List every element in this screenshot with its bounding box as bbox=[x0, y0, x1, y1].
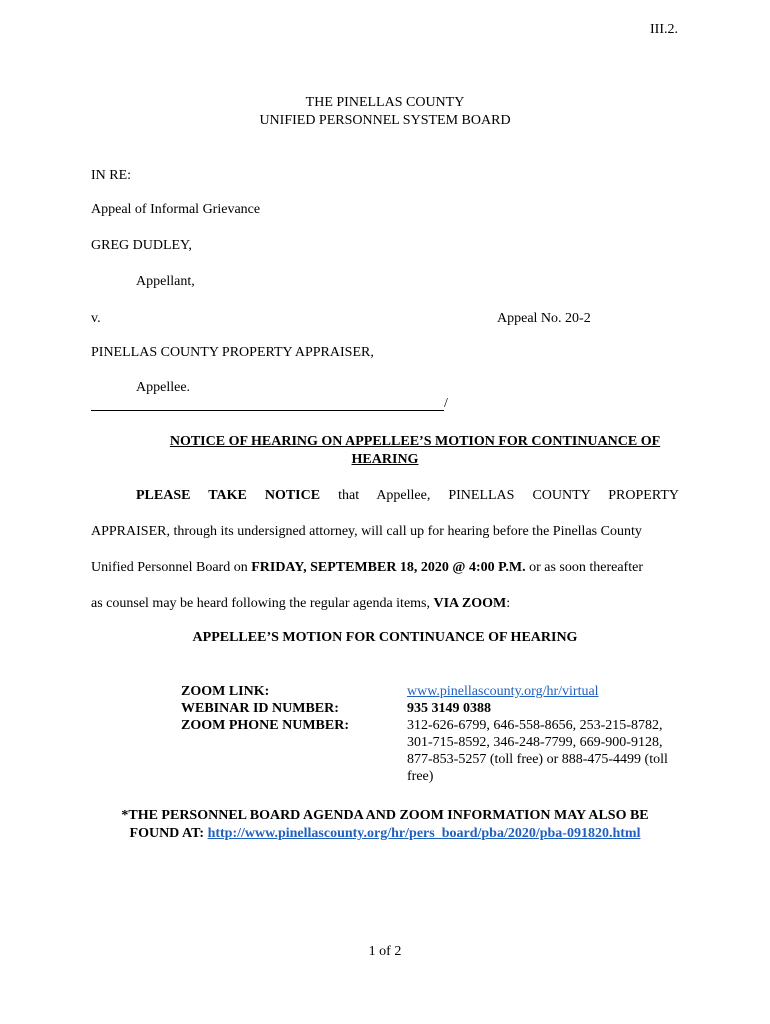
found-at-label: FOUND AT: bbox=[129, 826, 208, 841]
header-line-1: THE PINELLAS COUNTY bbox=[305, 95, 465, 110]
body-line-1 bbox=[136, 488, 679, 504]
appellee-role: Appellee. bbox=[136, 380, 191, 395]
zoom-link[interactable]: www.pinellascounty.org/hr/virtual bbox=[407, 684, 599, 699]
hearing-date: FRIDAY, SEPTEMBER 18, 2020 @ 4:00 P.M. bbox=[251, 560, 526, 575]
notice-lead: PLEASE TAKE NOTICE bbox=[136, 488, 321, 503]
body-line-1-text: that Appellee, PINELLAS COUNTY PROPERTY bbox=[320, 488, 679, 503]
notice-title-line-1: NOTICE OF HEARING ON APPELLEE’S MOTION FOR CONTINUANCE OF bbox=[169, 434, 661, 449]
body-line-3 bbox=[91, 560, 681, 576]
footer-notice-line-2 bbox=[0, 826, 770, 842]
appellant-role: Appellant, bbox=[136, 274, 195, 289]
appeal-number: Appeal No. 20-2 bbox=[497, 311, 591, 326]
webinar-id-value: 935 3149 0388 bbox=[407, 701, 491, 716]
footer-notice-line-1: *THE PERSONNEL BOARD AGENDA AND ZOOM INFORMATION MAY ALSO BE bbox=[121, 808, 649, 823]
zoom-link-label: ZOOM LINK: bbox=[181, 684, 270, 699]
caption-rule-end: / bbox=[444, 396, 448, 411]
agenda-link[interactable]: http://www.pinellascounty.org/hr/pers_board/pba/2020/pba-091820.html bbox=[207, 826, 641, 841]
zoom-phone-label: ZOOM PHONE NUMBER: bbox=[181, 718, 349, 733]
notice-title-line-2: HEARING bbox=[351, 452, 419, 467]
body-line-4-b: : bbox=[506, 596, 511, 611]
webinar-id-label: WEBINAR ID NUMBER: bbox=[181, 701, 339, 716]
zoom-values bbox=[407, 683, 677, 785]
zoom-labels bbox=[181, 683, 349, 734]
body-line-3-a: Unified Personnel Board on bbox=[91, 560, 252, 575]
zoom-phone-value: 312-626-6799, 646-558-8656, 253-215-8782, 301-715-8592, 346-248-7799, 669-900-9128, 877-853-5257 (toll free) or 888-475-4499 (toll free) bbox=[407, 718, 668, 784]
versus: v. bbox=[91, 311, 101, 326]
appellant-name: GREG DUDLEY, bbox=[91, 238, 192, 253]
motion-title: APPELLEE’S MOTION FOR CONTINUANCE OF HEARING bbox=[192, 630, 578, 645]
appellee-name: PINELLAS COUNTY PROPERTY APPRAISER, bbox=[91, 345, 374, 360]
body-line-2: APPRAISER, through its undersigned attorney, will call up for hearing before the Pinellas County bbox=[91, 524, 642, 539]
page-label: III.2. bbox=[650, 22, 678, 37]
header-line-2: UNIFIED PERSONNEL SYSTEM BOARD bbox=[259, 113, 511, 128]
caption-rule bbox=[91, 410, 444, 411]
via-zoom: VIA ZOOM bbox=[433, 596, 507, 611]
body-line-4-a: as counsel may be heard following the regular agenda items, bbox=[91, 596, 434, 611]
matter-title: Appeal of Informal Grievance bbox=[91, 202, 261, 217]
body-line-3-b: or as soon thereafter bbox=[525, 560, 643, 575]
body-line-4 bbox=[91, 596, 681, 612]
page-number: 1 of 2 bbox=[368, 944, 402, 959]
in-re-label: IN RE: bbox=[91, 168, 132, 183]
